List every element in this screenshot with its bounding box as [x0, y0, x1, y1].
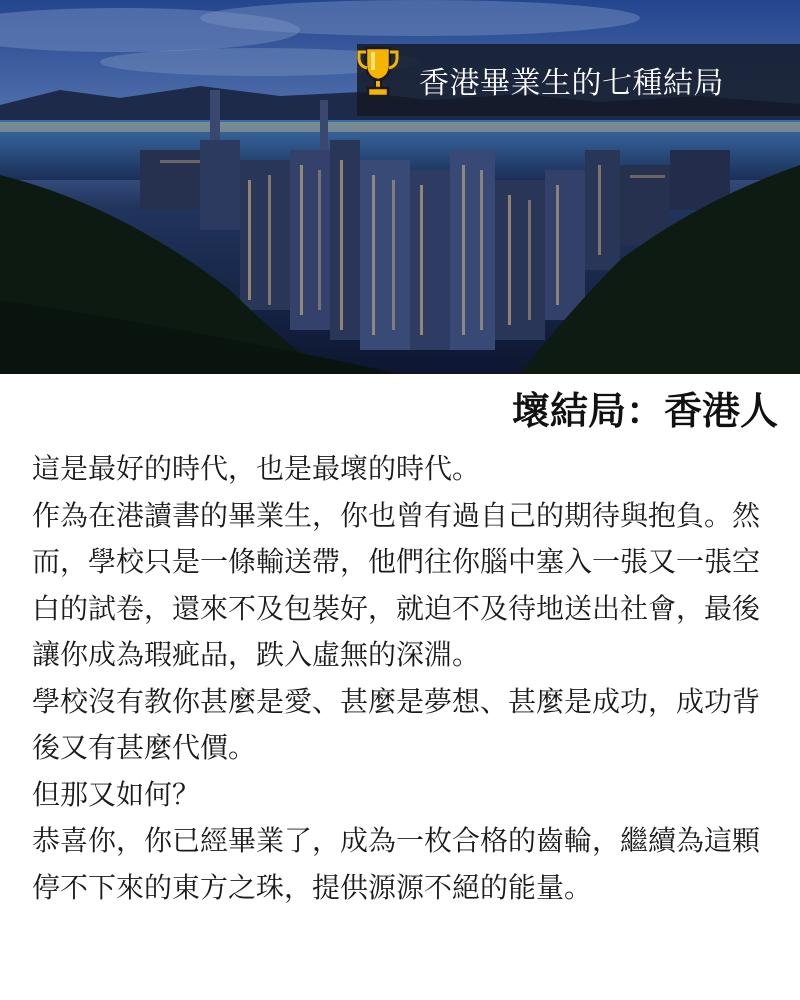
- paragraph: 學校沒有教你甚麼是愛、甚麼是夢想、甚麼是成功，成功背後又有甚麼代價。: [32, 684, 761, 764]
- city-night-photo: [0, 0, 800, 374]
- paragraph: 恭喜你，你已經畢業了，成為一枚合格的齒輪，繼續為這顆停不下來的東方之珠，提供源源不絕的能量。: [32, 824, 761, 904]
- title-badge: [357, 44, 800, 116]
- trophy-icon: [357, 44, 419, 116]
- story-text: [32, 446, 762, 911]
- ending-title: 壞結局：香港人: [511, 389, 778, 433]
- paragraph: 但那又如何？: [32, 777, 201, 811]
- paragraph: 這是最好的時代，也是最壞的時代。: [32, 452, 481, 485]
- badge-title: 香港畢業生的七種結局: [419, 66, 724, 101]
- paragraph: 作為在港讀書的畢業生，你也曾有過自己的期待與抱負。然而，學校只是一條輸送帶，他們往你腦中塞入一張又一張空白的試卷，還來不及包裝好，就迫不及待地送出社會，最後讓你成為瑕疵品，跌入虛無的深淵。: [32, 498, 761, 671]
